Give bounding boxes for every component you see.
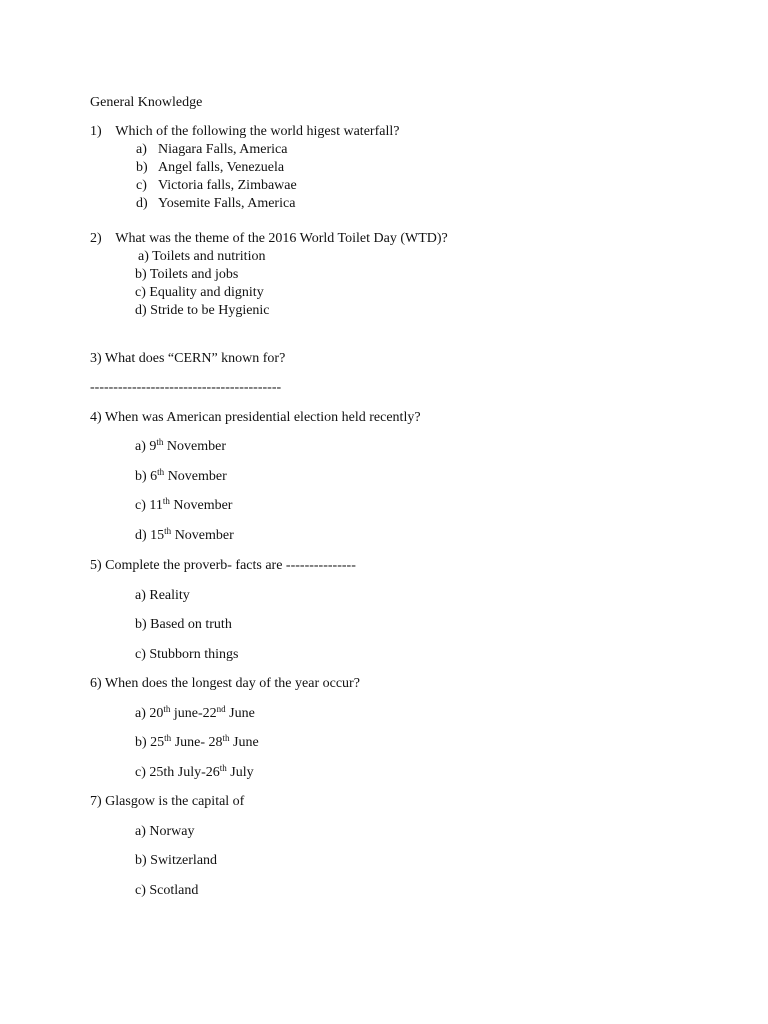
question-1: [90, 124, 399, 140]
q2-option-c: c) Equality and dignity: [135, 285, 264, 300]
q1-option-d: d) Yosemite Falls, America: [136, 196, 296, 211]
question-7: 7) Glasgow is the capital of: [90, 794, 245, 809]
question-3: 3) What does “CERN” known for?: [90, 351, 286, 366]
question-2: [90, 231, 448, 247]
q4-option-c: c) 11th November: [135, 496, 233, 513]
q5-option-b: b) Based on truth: [135, 617, 232, 632]
q7-option-a: a) Norway: [135, 824, 195, 839]
question-number: 1): [90, 124, 102, 139]
q4-option-d: d) 15th November: [135, 526, 234, 543]
q5-option-c: c) Stubborn things: [135, 647, 239, 662]
q7-option-b: b) Switzerland: [135, 853, 218, 868]
q6-option-b: b) 25th June- 28th June: [135, 733, 259, 750]
q4-option-a: a) 9th November: [135, 437, 226, 454]
document-title: General Knowledge: [90, 95, 203, 110]
q6-option-c: c) 25th July-26th July: [135, 763, 254, 780]
q2-option-b: b) Toilets and jobs: [135, 267, 239, 282]
question-4: 4) When was American presidential election held recently?: [90, 410, 421, 425]
q1-option-c: c) Victoria falls, Zimbawae: [136, 178, 297, 193]
q7-option-c: c) Scotland: [135, 883, 199, 898]
question-number: 2): [90, 231, 102, 246]
question-text: Which of the following the world higest waterfall?: [115, 124, 400, 139]
answer-blank-line: -----------------------------------------: [90, 380, 282, 395]
q4-option-b: b) 6th November: [135, 467, 227, 484]
q1-option-b: b) Angel falls, Venezuela: [136, 160, 285, 175]
q2-option-a: a) Toilets and nutrition: [138, 249, 266, 264]
q5-option-a: a) Reality: [135, 588, 190, 603]
q2-option-d: d) Stride to be Hygienic: [135, 303, 270, 318]
q6-option-a: a) 20th june-22nd June: [135, 704, 255, 721]
question-5: 5) Complete the proverb- facts are ---------------: [90, 558, 356, 573]
q1-option-a: a) Niagara Falls, America: [136, 142, 288, 157]
question-text: What was the theme of the 2016 World Toilet Day (WTD)?: [115, 231, 448, 246]
question-6: 6) When does the longest day of the year occur?: [90, 676, 360, 691]
